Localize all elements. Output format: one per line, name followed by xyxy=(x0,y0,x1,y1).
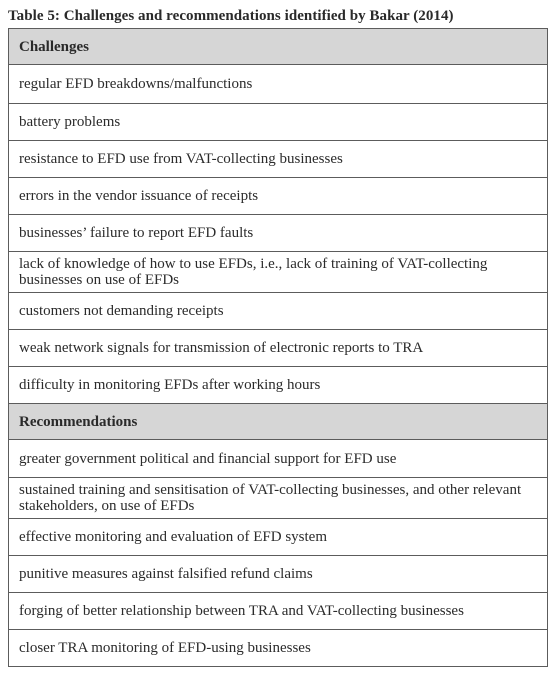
recommendation-item: punitive measures against falsified refund claims xyxy=(9,556,548,593)
table-caption: Table 5: Challenges and recommendations identified by Bakar (2014) xyxy=(8,8,454,24)
table-row xyxy=(9,293,548,330)
challenge-item: resistance to EFD use from VAT-collecting businesses xyxy=(9,141,548,178)
table-row xyxy=(9,178,548,215)
recommendation-item: closer TRA monitoring of EFD-using businesses xyxy=(9,630,548,667)
table-row xyxy=(9,593,548,630)
challenges-recommendations-table xyxy=(8,28,548,667)
table-row xyxy=(9,630,548,667)
table-row xyxy=(9,440,548,478)
recommendation-item: sustained training and sensitisation of VAT-collecting businesses, and other relevant stakeholders, on use of EFDs xyxy=(9,478,548,519)
table-row xyxy=(9,141,548,178)
table-row xyxy=(9,556,548,593)
challenge-item: weak network signals for transmission of electronic reports to TRA xyxy=(9,330,548,367)
table-row xyxy=(9,215,548,252)
challenge-item: lack of knowledge of how to use EFDs, i.e., lack of training of VAT-collecting businesses on use of EFDs xyxy=(9,252,548,293)
challenge-item: customers not demanding receipts xyxy=(9,293,548,330)
table-row xyxy=(9,519,548,556)
challenge-item: difficulty in monitoring EFDs after working hours xyxy=(9,367,548,404)
challenge-item: businesses’ failure to report EFD faults xyxy=(9,215,548,252)
section-header-recommendations xyxy=(9,404,548,440)
table-row xyxy=(9,104,548,141)
recommendation-item: effective monitoring and evaluation of EFD system xyxy=(9,519,548,556)
recommendation-item: forging of better relationship between TRA and VAT-collecting businesses xyxy=(9,593,548,630)
table-row xyxy=(9,367,548,404)
challenge-item: errors in the vendor issuance of receipts xyxy=(9,178,548,215)
challenge-item: regular EFD breakdowns/malfunctions xyxy=(9,65,548,104)
table-row xyxy=(9,65,548,104)
document-page xyxy=(8,6,548,667)
table-row xyxy=(9,252,548,293)
section-header-challenges xyxy=(9,29,548,65)
challenge-item: battery problems xyxy=(9,104,548,141)
table-row xyxy=(9,478,548,519)
table-row xyxy=(9,330,548,367)
section-header-label: Recommendations xyxy=(9,404,548,440)
section-header-label: Challenges xyxy=(9,29,548,65)
recommendation-item: greater government political and financial support for EFD use xyxy=(9,440,548,478)
